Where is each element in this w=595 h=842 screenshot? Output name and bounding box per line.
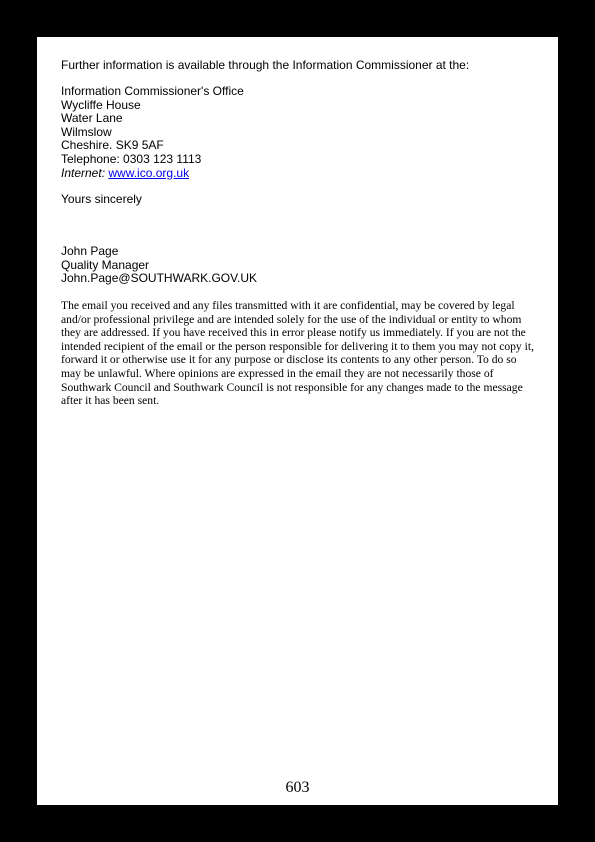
disclaimer-line: and/or professional privilege and are intended solely for the use of the individual or entity to whom [61,312,522,326]
address-street: Water Lane [61,111,123,126]
intro-text: Further information is available through the Information Commissioner at the: [61,58,470,72]
disclaimer-line: after it has been sent. [61,394,160,408]
disclaimer-line: may be unlawful. Where opinions are expressed in the email they are not necessarily those of [61,366,494,380]
address-telephone: Telephone: 0303 123 1113 [61,151,202,166]
signature-name: John Page [61,244,119,258]
ico-website-link[interactable]: www.ico.org.uk [108,165,190,180]
page-number: 603 [285,779,310,796]
signature-block [61,245,257,286]
address-name: Information Commissioner's Office [61,84,244,98]
address-block [61,85,244,180]
disclaimer-line: intended recipient of the email or the person responsible for delivering it to them you may not copy it, [61,339,534,353]
address-town: Wilmslow [61,124,112,139]
address-internet [61,167,244,181]
disclaimer-line: they are addressed. If you have received this in error please notify us immediately. If you are not the [61,326,526,340]
signature-email: John.Page@SOUTHWARK.GOV.UK [61,271,258,286]
closing-text: Yours sincerely [61,192,142,206]
confidentiality-disclaimer [61,299,536,408]
address-county-postcode: Cheshire. SK9 5AF [61,138,164,153]
signature-title: Quality Manager [61,257,150,272]
document-page [37,37,558,805]
disclaimer-line: The email you received and any files transmitted with it are confidential, may be covered by legal [61,299,515,312]
address-building: Wycliffe House [61,97,141,112]
disclaimer-line: Southwark Council and Southwark Council is not responsible for any changes made to the message [61,380,523,394]
internet-label: Internet: [61,165,106,180]
disclaimer-line: forward it or otherwise use it for any purpose or disclose its contents to any other person. To do so [61,353,517,367]
